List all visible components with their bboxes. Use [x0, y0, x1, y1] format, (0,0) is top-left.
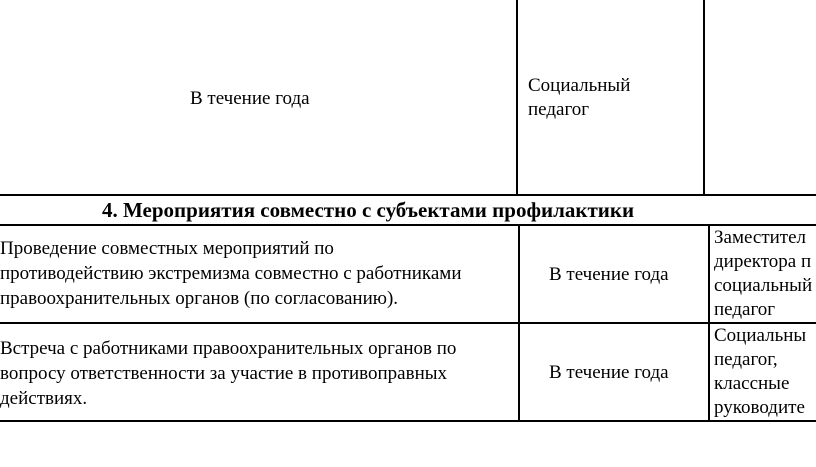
row2-event-line2: вопросу ответственности за участие в противоправных	[0, 363, 448, 384]
row1-responsible-line1: Заместител	[714, 227, 807, 248]
row1-event-line1: Проведение совместных мероприятий по	[0, 238, 334, 259]
row2-event-line3: действиях.	[0, 388, 88, 409]
row2-event-line1: Встреча с работниками правоохранительных органов по	[0, 338, 457, 359]
row2-responsible-line1: Социальны	[714, 325, 807, 346]
row1-period: В течение года	[549, 264, 669, 285]
top-row-period: В течение года	[190, 88, 310, 109]
section-title: 4. Мероприятия совместно с субъектами профилактики	[102, 198, 635, 222]
row2-responsible-line2: педагог,	[714, 349, 778, 370]
top-row-responsible-line1: Социальный	[528, 75, 631, 96]
row1-responsible-line3: социальный	[714, 275, 813, 296]
border-row-2	[0, 224, 816, 226]
row1-event-line3: правоохранительных органов (по согласованию).	[0, 288, 399, 309]
border-col-2	[703, 0, 705, 196]
row2-period: В течение года	[549, 362, 669, 383]
row1-responsible-line2: директора п	[714, 251, 812, 272]
top-row-responsible-line2: педагог	[528, 99, 590, 120]
row1-responsible-line4: педагог	[714, 299, 776, 320]
border-row-4	[0, 420, 816, 422]
border-col-1	[516, 0, 518, 196]
border-row-1	[0, 194, 816, 196]
row2-responsible-line3: классные	[714, 373, 790, 394]
row1-event-line2: противодействию экстремизма совместно с работниками	[0, 263, 462, 284]
border-row-3	[0, 322, 816, 324]
row2-responsible-line4: руководите	[714, 397, 805, 418]
